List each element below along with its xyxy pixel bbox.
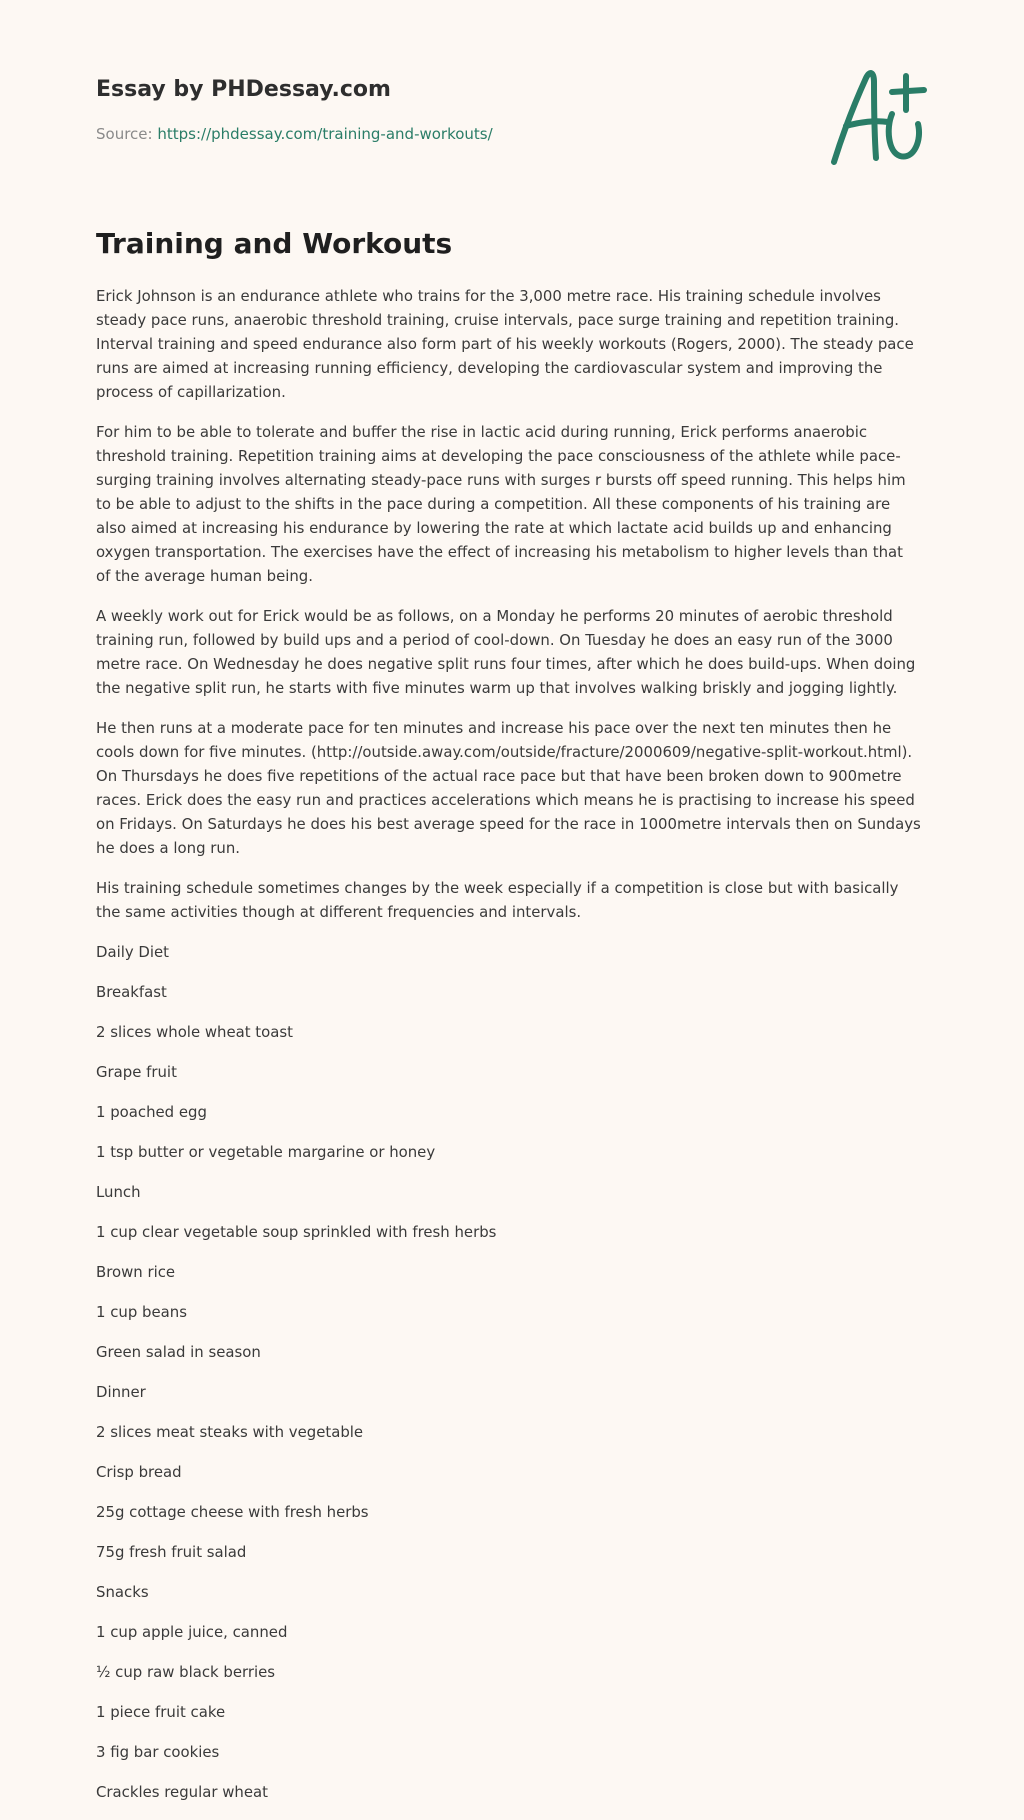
body-paragraph: Erick Johnson is an endurance athlete who trains for the 3,000 metre race. His training schedule involves steady pace runs, anaerobic threshold training, cruise intervals, pace surge training and repetition training. Interval training and speed endurance also form part of his weekly workouts (Rogers, 2000). The steady pace runs are aimed at increasing running efficiency, developing the cardiovascular system and improving the process of capillarization. [96, 287, 914, 401]
diet-item: Crisp bread [96, 1463, 182, 1481]
diet-item: ½ cup raw black berries [96, 1663, 276, 1681]
source-label: Source: [96, 125, 153, 143]
a-plus-icon [826, 66, 936, 168]
body-paragraph: For him to be able to tolerate and buffer the rise in lactic acid during running, Erick performs anaerobic threshold training. Repetition training aims at developing the pace consciousness of the athlete while pace-surging training involves alternating steady-pace runs with surges r bursts off speed running. This helps him to be able to adjust to the shifts in the pace during a competition. All these components of his training are also aimed at increasing his endurance by lowering the rate at which lactate acid builds up and enhancing oxygen transportation. The exercises have the effect of increasing his metabolism to higher levels than that of the average human being. [96, 423, 906, 585]
meal-heading-lunch: Lunch [96, 1183, 141, 1201]
body-paragraph: His training schedule sometimes changes by the week especially if a competition is close but with basically the same activities though at different frequencies and intervals. [96, 879, 899, 921]
meal-heading-breakfast: Breakfast [96, 983, 167, 1001]
diet-item: 2 slices whole wheat toast [96, 1023, 293, 1041]
meal-heading-snacks: Snacks [96, 1583, 149, 1601]
diet-item: Crackles regular wheat [96, 1783, 268, 1801]
diet-heading: Daily Diet [96, 943, 170, 961]
document-body [96, 284, 922, 1820]
diet-item: 75g fresh fruit salad [96, 1543, 247, 1561]
diet-item: 25g cottage cheese with fresh herbs [96, 1503, 369, 1521]
diet-item: 1 cup beans [96, 1303, 187, 1321]
diet-item: 1 poached egg [96, 1103, 207, 1121]
body-paragraph: He then runs at a moderate pace for ten minutes and increase his pace over the next ten minutes then he cools down for five minutes. (http://outside.away.com/outside/fracture/2000609/negative-split-workout.html). On Thursdays he does five repetitions of the actual race pace but that have been broken down to 900metre races. Erick does the easy run and practices accelerations which means he is practising to increase his speed on Fridays. On Saturdays he does his best average speed for the race in 1000metre intervals then on Sundays he does a long run. [96, 719, 921, 857]
diet-item: Grape fruit [96, 1063, 177, 1081]
body-paragraph: A weekly work out for Erick would be as follows, on a Monday he performs 20 minutes of aerobic threshold training run, followed by build ups and a period of cool-down. On Tuesday he does an easy run of the 3000 metre race. On Wednesday he does negative split runs four times, after which he does build-ups. When doing the negative split run, he starts with five minutes warm up that involves walking briskly and jogging lightly. [96, 607, 916, 697]
diet-item: 1 tsp butter or vegetable margarine or honey [96, 1143, 436, 1161]
source-line [96, 124, 493, 144]
source-link[interactable]: https://phdessay.com/training-and-workouts/ [157, 125, 493, 143]
diet-item: 1 cup apple juice, canned [96, 1623, 288, 1641]
diet-item: 1 cup clear vegetable soup sprinkled with fresh herbs [96, 1223, 497, 1241]
diet-item: 3 fig bar cookies [96, 1743, 220, 1761]
diet-item: 1 piece fruit cake [96, 1703, 226, 1721]
diet-item: Green salad in season [96, 1343, 261, 1361]
document-title: Training and Workouts [96, 227, 453, 260]
diet-item: Brown rice [96, 1263, 176, 1281]
site-title: Essay by PHDessay.com [96, 77, 391, 102]
diet-item: 2 slices meat steaks with vegetable [96, 1423, 364, 1441]
meal-heading-dinner: Dinner [96, 1383, 146, 1401]
